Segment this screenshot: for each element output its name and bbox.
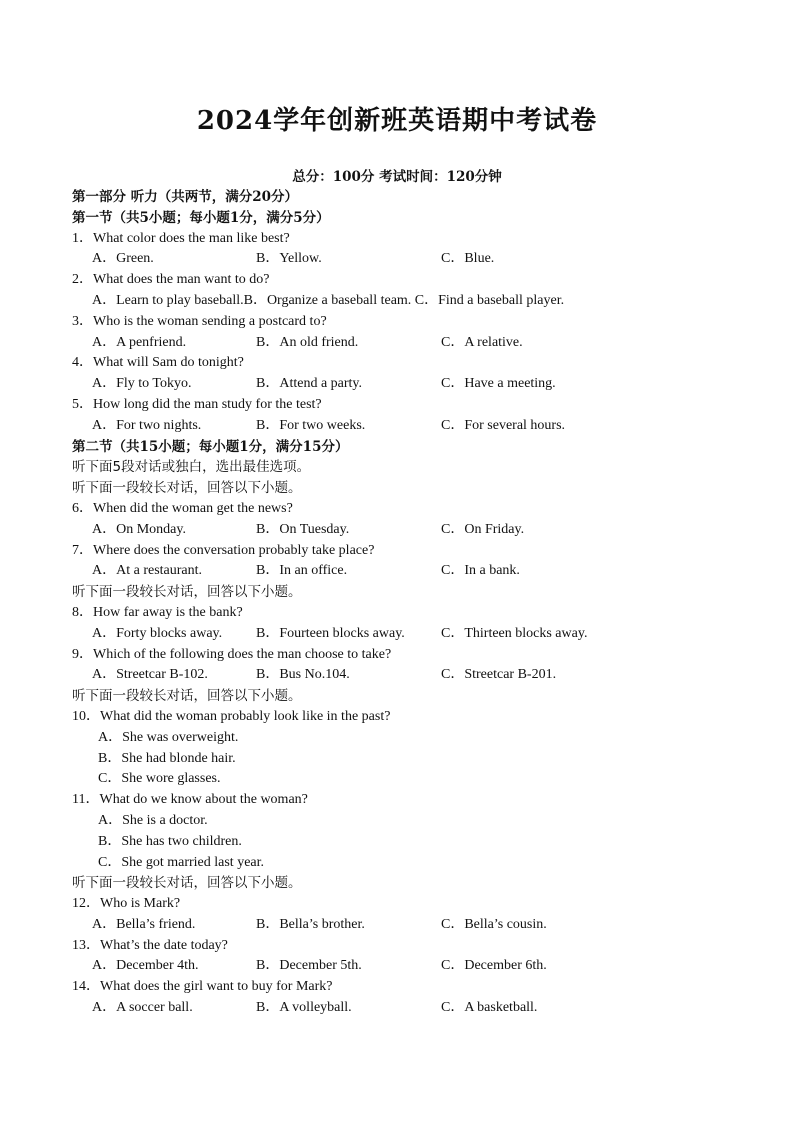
question-stem: 14．What does the girl want to buy for Mark? <box>72 979 333 995</box>
option-a: A．She is a doctor. <box>98 812 208 828</box>
option-b: B．In an office. <box>256 563 348 579</box>
question-options <box>72 561 752 582</box>
instruction-text: 听下面一段较长对话，回答以下小题。 <box>72 875 302 892</box>
option-b: B．A volleyball. <box>256 1000 352 1016</box>
option-a: A．Fly to Tokyo. <box>92 376 192 392</box>
question-stem: 1．What color does the man like best? <box>72 230 290 246</box>
question-options <box>72 416 752 437</box>
option-c: C．In a bank. <box>441 563 520 579</box>
option-b: B．Bella’s brother. <box>256 916 365 932</box>
question-stem: 10．What did the woman probably look like in the past? <box>72 708 391 724</box>
option-c: C．Bella’s cousin. <box>441 916 547 932</box>
question-stem: 9．Which of the following does the man choose to take? <box>72 646 392 662</box>
option-c: C．She wore glasses. <box>98 771 221 787</box>
instruction-text: 听下面一段较长对话，回答以下小题。 <box>72 480 302 497</box>
exam-meta: 总分：100分 考试时间：120分钟 <box>292 169 502 185</box>
page-title: 2024学年创新班英语期中考试卷 <box>196 106 598 136</box>
question-stem: 3．Who is the woman sending a postcard to? <box>72 313 327 329</box>
option-b: B．She has two children. <box>98 833 242 849</box>
option-c: C．A basketball. <box>441 1000 538 1016</box>
instruction-text: 听下面5段对话或独白，选出最佳选项。 <box>72 459 311 476</box>
option-a: A．Streetcar B-102. <box>92 667 208 683</box>
option-c: C．Thirteen blocks away. <box>441 625 588 641</box>
question-stem: 5．How long did the man study for the test? <box>72 396 322 412</box>
option-a: A．A soccer ball. <box>92 1000 193 1016</box>
section-heading: 第一节（共5小题；每小题1分，满分5分） <box>72 209 330 226</box>
option-a: A．For two nights. <box>92 417 202 433</box>
option-b: B．On Tuesday. <box>256 521 350 537</box>
option-c: C．December 6th. <box>441 958 547 974</box>
option-c: C．Have a meeting. <box>441 376 556 392</box>
option-c: C．Streetcar B-201. <box>441 667 557 683</box>
exam-content <box>72 187 752 1019</box>
option-c: C．For several hours. <box>441 417 566 433</box>
question-options <box>72 624 752 645</box>
instruction-text: 听下面一段较长对话，回答以下小题。 <box>72 584 302 601</box>
question-stem: 4．What will Sam do tonight? <box>72 355 244 371</box>
option-c: C．A relative. <box>441 334 523 350</box>
option-b: B．For two weeks. <box>256 417 366 433</box>
option-c: C．Blue. <box>441 251 495 267</box>
question-stem: 7．Where does the conversation probably take place? <box>72 542 375 558</box>
part-heading: 第一部分 听力（共两节，满分20分） <box>72 189 298 205</box>
option-b: B．She had blonde hair. <box>98 750 236 766</box>
option-b: B．Yellow. <box>256 251 322 267</box>
question-stem: 8．How far away is the bank? <box>72 604 243 620</box>
question-options <box>72 956 752 977</box>
question-stem: 2．What does the man want to do? <box>72 272 270 288</box>
question-options <box>72 520 752 541</box>
option-c: C．On Friday. <box>441 521 525 537</box>
option-a: A．December 4th. <box>92 958 199 974</box>
question-options <box>72 333 752 354</box>
question-options <box>72 998 752 1019</box>
question-options <box>72 374 752 395</box>
instruction-text: 听下面一段较长对话，回答以下小题。 <box>72 688 302 705</box>
option-b: B．December 5th. <box>256 958 362 974</box>
option-b: B．An old friend. <box>256 334 359 350</box>
section-heading: 第二节（共15小题；每小题1分，满分15分） <box>72 438 349 455</box>
question-options <box>72 665 752 686</box>
option-c: C．She got married last year. <box>98 854 265 870</box>
question-options <box>72 915 752 936</box>
option-a: A．Forty blocks away. <box>92 625 223 641</box>
option-a: A．Bella’s friend. <box>92 916 196 932</box>
question-stem: 11．What do we know about the woman? <box>72 792 308 808</box>
question-options <box>72 249 752 270</box>
question-stem: 12．Who is Mark? <box>72 896 181 912</box>
option-b: B．Bus No.104. <box>256 667 350 683</box>
question-stem: 6．When did the woman get the news? <box>72 500 293 516</box>
option-a: A．On Monday. <box>92 521 186 537</box>
option-a: A．Green. <box>92 251 154 267</box>
option-a: A．A penfriend. <box>92 334 187 350</box>
option-a: A．She was overweight. <box>98 729 239 745</box>
option-b: B．Attend a party. <box>256 376 363 392</box>
question-options: A．Learn to play baseball.B．Organize a baseball team. C．Find a baseball player. <box>92 292 565 308</box>
option-b: B．Fourteen blocks away. <box>256 625 405 641</box>
question-stem: 13．What’s the date today? <box>72 937 228 953</box>
option-a: A．At a restaurant. <box>92 563 203 579</box>
